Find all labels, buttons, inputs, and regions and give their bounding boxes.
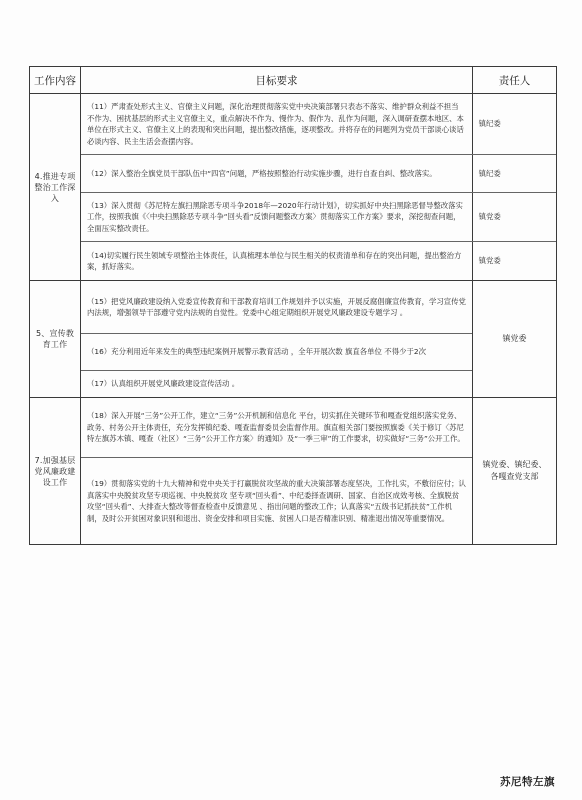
category-cell: 4.推进专项整治工作深入 [30,94,81,281]
group-row [30,281,557,398]
group-row [30,398,557,545]
group-responsible: 镇党委 [473,281,557,398]
item-row [81,193,556,242]
item-text: （18）深入开展“三务”公开工作，建立“三务”公开机制和信息化 平台，切实抓住关键环节和嘎查党组织落实党务、政务、村务公开主体责任，充分发挥镇纪委、嘎查监督委员会监督作用。旗直相关部门要按照旗委《关于修订〈苏尼特左旗苏木镇、嘎查（社区）“三务”公开工作方案〉的通知》及“一季三审”的工作要求，切实做好“三务”公开工作。 [81,398,472,458]
item-text: （12）深入整治全旗党员干部队伍中“四官”问题，严格按照整治行动实施步骤，进行自查自纠、整改落实。 [81,155,472,193]
item-responsible: 镇党委 [472,242,556,281]
group-row [30,94,557,281]
item-row [81,94,556,155]
item-text: （15）把党风廉政建设纳入党委宣传教育和干部教育培训工作规划并予以实施，开展反腐倡廉宣传教育，学习宣传党内法规，增强领导干部遵守党内法规的自觉性。党委中心组定期组织开展党风廉政建设专题学习 。 [81,281,472,334]
item-responsible: 镇党委 [472,193,556,242]
item-text: （11）严肃查处形式主义、官僚主义问题，深化治理贯彻落实党中央决策部署只表态不落实、维护群众利益不担当不作为、困扰基层的形式主义官僚主义，重点解决不作为、慢作为、假作为、乱作为问题，深入调研查摆本地区、本单位在形式主义、官僚主义上的表现和突出问题，提出整改措施，逐项整改。并将存在的问题列为党员干部谈心谈话必谈内容、民主生活会查摆内容。 [81,94,472,155]
category-cell: 7.加强基层党风廉政建设工作 [30,398,81,545]
item-text: （17）认真组织开展党风廉政建设宣传活动 。 [87,379,240,389]
item-responsible: 镇纪委 [472,155,556,193]
item-row [81,242,556,281]
category-cell: 5、宣传教育工作 [30,281,81,398]
item-text: （13）深入贯彻《苏尼特左旗扫黑除恶专项斗争2018年—2020年行动计划》，切实抓好中央扫黑除恶督导整改落实工作，按照我旗《〈中央扫黑除恶专项斗争“回头看”反馈问题整改方案〉贯彻落实工作方案》要求，深挖彻查问题，全面压实整改责任。 [81,193,472,242]
header-work-content: 工作内容 [30,67,81,94]
item-row [81,155,556,193]
item-text: （19）贯彻落实党的十九大精神和党中央关于打赢脱贫攻坚战的重大决策部署态度坚决，工作扎实，不敷衍应付；认真落实中央脱贫攻坚专项巡视、中央脱贫攻 坚专项“回头看”、中纪委择查调研、国家、自治区成效考核、全旗脱贫攻坚“回头看”、大排查大整改等督查检查中反馈意见 、指出问题的整改工作；认真落实“五级书记抓扶贫”工作机制，及时公开贫困对象识别和退出、资金安排和项目实施、贫困人口是否精准识别、精准退出情况等重要情况。 [87,479,466,523]
header-row [30,67,557,94]
item-text: （16）充分利用近年来发生的典型违纪案例开展警示教育活动 ，全年开展次数 旗直各单位 不得少于2次 [81,334,472,371]
footer-label: 苏尼特左旗 [500,776,555,788]
item-text: （14)切实履行民生领域专项整治主体责任，认真梳理本单位与民生相关的权责清单和存在的突出问题，提出整治方案，抓好落实。 [87,250,462,271]
group-items [81,94,556,280]
item-responsible: 镇纪委 [472,94,556,155]
group-responsible: 镇党委、镇纪委、各嘎查党支部 [473,398,557,545]
header-responsible: 责任人 [473,67,557,94]
responsibility-table [29,66,557,545]
header-target-requirements: 目标要求 [81,67,473,94]
